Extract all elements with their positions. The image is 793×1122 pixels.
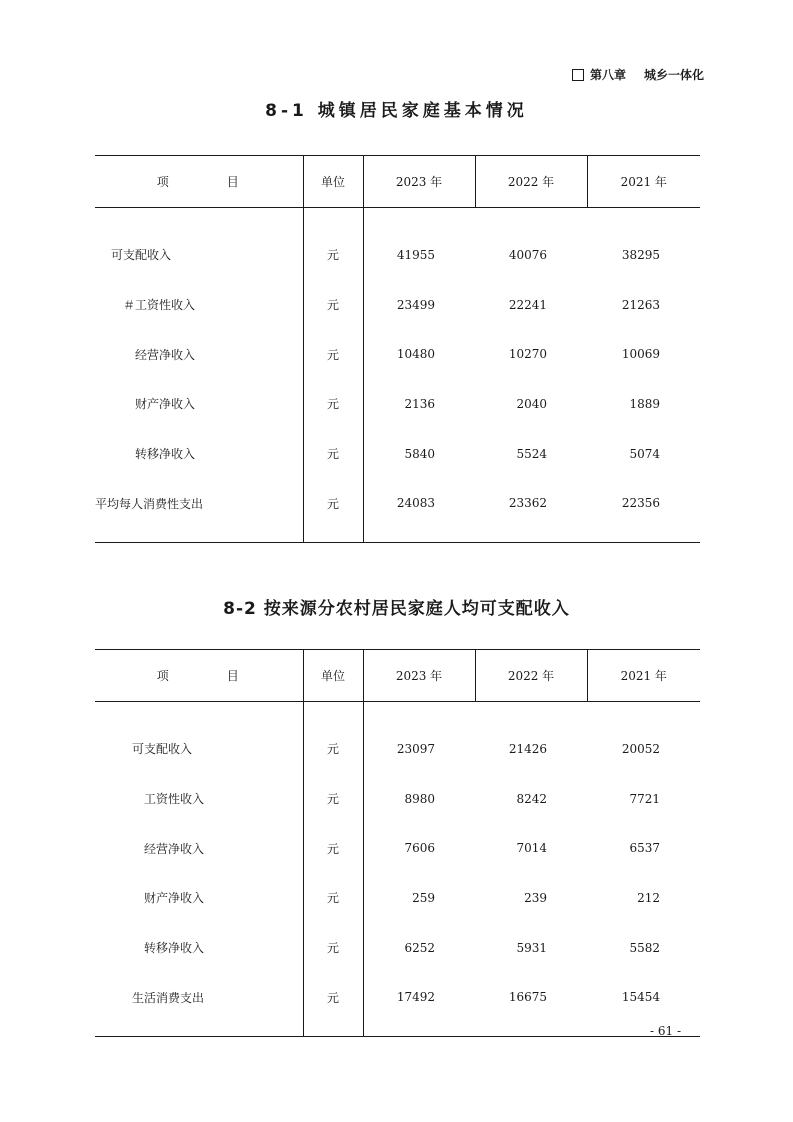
row-value: 5840 [404,446,435,461]
table-row [95,429,700,479]
row-value: 5931 [516,940,547,955]
row-value: 5074 [629,446,660,461]
row-label: 转移净收入 [144,941,205,956]
table2 [95,649,700,1037]
row-value: 22356 [587,478,700,542]
item-header: 项 目 [95,156,303,208]
row-label: 平均每人消费性支出 [95,478,303,542]
table-row [95,823,700,873]
row-unit: 元 [303,823,363,873]
row-label: 可支配收入 [132,742,193,757]
row-value: 2040 [516,396,547,411]
row-label: 财产净收入 [135,397,196,412]
year-header: 2023 年 [363,156,475,208]
table-row [95,280,700,330]
unit-header: 单位 [303,650,363,702]
row-value: 5524 [516,446,547,461]
row-label: ＃工资性收入 [123,298,196,313]
section-label: 城乡一体化 [644,68,705,82]
row-label: 转移净收入 [135,447,196,462]
row-value: 7721 [629,791,660,806]
row-value: 23362 [475,478,587,542]
row-unit: 元 [303,208,363,280]
row-unit: 元 [303,702,363,774]
table-row [95,923,700,973]
row-label: 可支配收入 [111,248,172,263]
row-value: 6537 [629,841,660,856]
row-value: 6252 [404,940,435,955]
year-header: 2023 年 [363,650,475,702]
row-value: 24083 [363,478,475,542]
row-value: 8242 [516,791,547,806]
row-unit: 元 [303,478,363,542]
row-unit: 元 [303,774,363,824]
row-value: 5582 [629,940,660,955]
row-unit: 元 [303,329,363,379]
row-value: 16675 [475,972,587,1036]
row-label: 经营净收入 [144,841,205,856]
row-value: 23499 [396,297,435,312]
row-value: 259 [412,890,435,905]
row-unit: 元 [303,923,363,973]
row-value: 10270 [508,347,547,362]
table1-header-row [95,156,700,208]
table-row [95,478,700,542]
row-label: 生活消费支出 [95,972,303,1036]
unit-header: 单位 [303,156,363,208]
row-value: 21426 [508,741,547,756]
year-header: 2021 年 [587,156,700,208]
row-unit: 元 [303,429,363,479]
row-value: 23097 [396,741,435,756]
page-number: - 61 - [650,1024,682,1038]
row-value: 212 [637,890,660,905]
row-unit: 元 [303,972,363,1036]
row-value: 2136 [404,396,435,411]
row-value: 40076 [508,247,547,262]
table-row [95,208,700,280]
row-value: 8980 [404,791,435,806]
chapter-label: 第八章 [590,68,627,82]
row-value: 20052 [621,741,660,756]
table2-header-row [95,650,700,702]
table-row [95,873,700,923]
row-value: 1889 [629,396,660,411]
table-row [95,774,700,824]
table1 [95,155,700,543]
year-header: 2021 年 [587,650,700,702]
year-header: 2022 年 [475,156,587,208]
table1-title: 8-1 城镇居民家庭基本情况 [265,101,528,121]
row-unit: 元 [303,873,363,923]
row-value: 41955 [396,247,435,262]
square-bullet-icon [572,69,584,81]
row-value: 38295 [621,247,660,262]
table-row [95,972,700,1036]
row-value: 15454 [587,972,700,1036]
row-label: 经营净收入 [135,347,196,362]
row-label: 财产净收入 [144,891,205,906]
row-unit: 元 [303,280,363,330]
row-value: 10480 [396,347,435,362]
chapter-header [572,66,704,83]
row-value: 10069 [621,347,660,362]
table-row [95,379,700,429]
row-value: 22241 [508,297,547,312]
row-value: 21263 [621,297,660,312]
row-value: 7606 [404,841,435,856]
row-value: 7014 [516,841,547,856]
table-row [95,702,700,774]
row-label: 工资性收入 [144,792,205,807]
item-header: 项 目 [95,650,303,702]
table2-title: 8-2 按来源分农村居民家庭人均可支配收入 [223,599,570,619]
row-value: 239 [524,890,547,905]
year-header: 2022 年 [475,650,587,702]
table-row [95,329,700,379]
row-unit: 元 [303,379,363,429]
row-value: 17492 [363,972,475,1036]
